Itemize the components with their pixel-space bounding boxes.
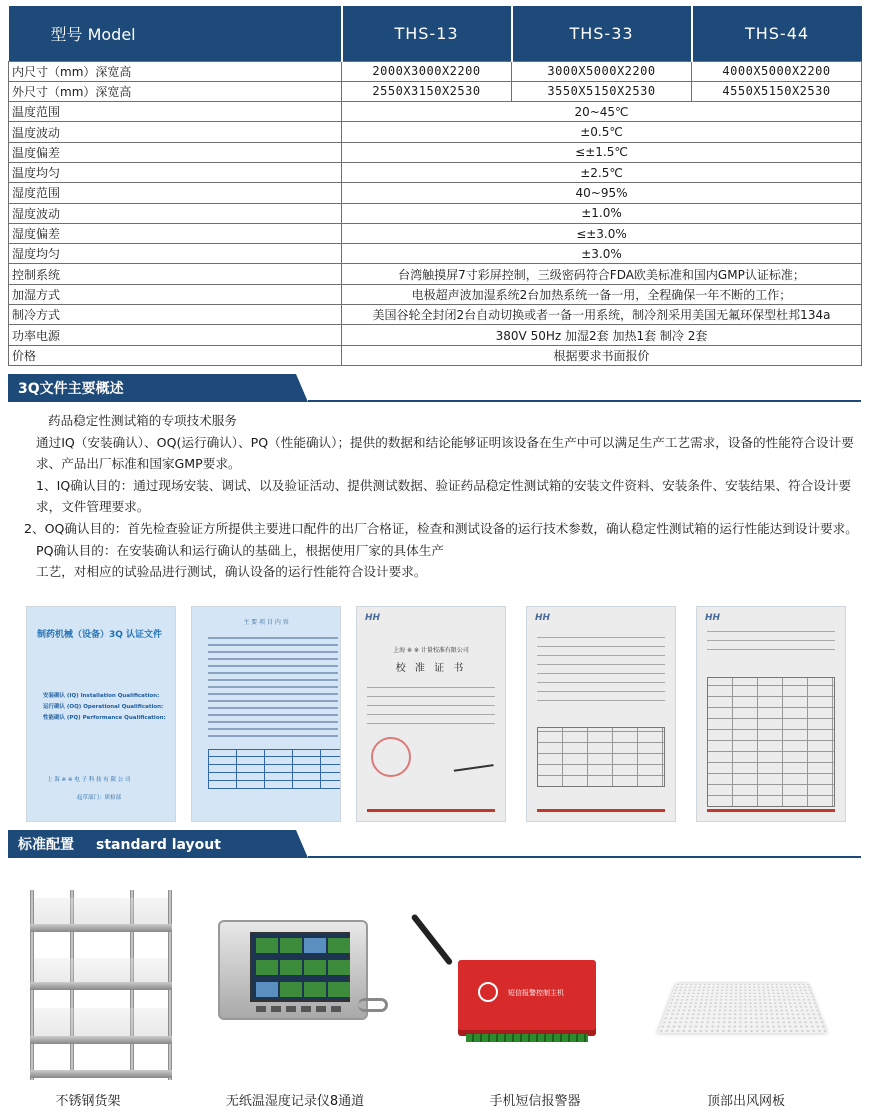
table-row bbox=[9, 244, 862, 264]
row-value: 40~95% bbox=[342, 183, 862, 203]
doc-cover-title: 制药机械（设备）3Q 认证文件 bbox=[37, 630, 163, 640]
row-value: 380V 50Hz 加湿2套 加热1套 制冷 2套 bbox=[342, 325, 862, 345]
spec-header-row bbox=[9, 6, 862, 61]
row-label: 温度波动 bbox=[9, 122, 342, 142]
row-value: 美国谷轮全封闭2台自动切换或者一备一用系统，制冷剂采用美国无氟环保型杜邦134a bbox=[342, 305, 862, 325]
table-row bbox=[9, 325, 862, 345]
antenna-icon bbox=[410, 913, 453, 966]
doc-cover-company: 上 海 ※ ※ 电 子 科 技 有 限 公 司 bbox=[47, 777, 131, 783]
doc-toc-title: 主 要 项 目 内 容 bbox=[243, 619, 289, 626]
cert-title: 校 准 证 书 bbox=[395, 663, 467, 674]
table-row bbox=[9, 305, 862, 325]
row-value: ±3.0% bbox=[342, 244, 862, 264]
table-row bbox=[9, 264, 862, 284]
paragraph: 1、IQ确认目的：通过现场安装、调试、以及验证活动、提供测试数据、验证药品稳定性测试箱的安装文件资料、安装条件、安装结果、符合设计要求，文件管理要求。 bbox=[36, 477, 852, 515]
doc-toc-image bbox=[191, 606, 341, 822]
paragraph: 2、OQ确认目的：首先检查验证方所提供主要进口配件的出厂合格证，检查和测试设备的运行技术参数，确认稳定性测试箱的运行性能达到设计要求。 bbox=[24, 520, 858, 536]
row-label: 温度均匀 bbox=[9, 162, 342, 182]
row-value: 根据要求书面报价 bbox=[342, 345, 862, 365]
row-label: 湿度偏差 bbox=[9, 223, 342, 243]
paragraph: 工艺，对相应的试验品进行测试，确认设备的运行性能符合设计要求。 bbox=[36, 564, 427, 580]
table-row bbox=[9, 61, 862, 81]
row-label: 湿度范围 bbox=[9, 183, 342, 203]
row-label: 湿度波动 bbox=[9, 203, 342, 223]
model-header-ths44: THS-44 bbox=[692, 6, 862, 61]
hh-logo: HH bbox=[705, 613, 721, 623]
paragraph: 通过IQ（安装确认）、OQ(运行确认）、PQ（性能确认）；提供的数据和结论能够证明该设备在生产中可以满足生产工艺需求，设备的性能符合设计要求、产品出厂标准和国家GMP要求。 bbox=[36, 434, 854, 472]
row-value: 4000X5000X2200 bbox=[692, 61, 862, 81]
hh-logo: HH bbox=[365, 613, 381, 623]
sms-alarm-image bbox=[458, 960, 596, 1030]
vent-panel-image bbox=[658, 983, 827, 1033]
table-row bbox=[9, 345, 862, 365]
doc-cover-image bbox=[26, 606, 176, 822]
cert-company: 上海 ※ ※ 计量校准有限公司 bbox=[393, 647, 469, 654]
doc-data-image bbox=[696, 606, 846, 822]
row-label: 温度范围 bbox=[9, 102, 342, 122]
row-label: 内尺寸（mm）深宽高 bbox=[9, 61, 342, 81]
section-title-standard: 标准配置 bbox=[18, 837, 74, 853]
row-value: ≤±1.5℃ bbox=[342, 142, 862, 162]
document-thumbnails bbox=[0, 606, 870, 824]
doc-cover-line: 运行确认 (OQ) Operational Qualification: bbox=[43, 704, 164, 710]
stainless-shelf-image bbox=[30, 890, 172, 1080]
row-value: 3000X5000X2200 bbox=[512, 61, 692, 81]
table-row bbox=[9, 81, 862, 101]
section-title-3q: 3Q文件主要概述 bbox=[18, 381, 124, 397]
table-row bbox=[9, 142, 862, 162]
row-value: 3550X5150X2530 bbox=[512, 81, 692, 101]
product-caption: 无纸温湿度记录仪8通道 bbox=[225, 1094, 365, 1109]
model-header-label: 型号 Model bbox=[9, 6, 342, 61]
model-header-ths33: THS-33 bbox=[512, 6, 692, 61]
table-row bbox=[9, 223, 862, 243]
row-value: ≤±3.0% bbox=[342, 223, 862, 243]
row-value: 2550X3150X2530 bbox=[342, 81, 512, 101]
doc-cover-line: 安装确认 (IQ) Installation Qualification: bbox=[43, 693, 160, 699]
paragraph: 药品稳定性测试箱的专项技术服务 bbox=[48, 413, 237, 428]
hh-logo: HH bbox=[535, 613, 551, 623]
row-label: 温度偏差 bbox=[9, 142, 342, 162]
row-value: ±2.5℃ bbox=[342, 162, 862, 182]
doc-cover-dept: 起草部门：质检部 bbox=[77, 795, 122, 801]
row-value: ±1.0% bbox=[342, 203, 862, 223]
row-label: 外尺寸（mm）深宽高 bbox=[9, 81, 342, 101]
row-label: 价格 bbox=[9, 345, 342, 365]
paperless-recorder-image bbox=[218, 920, 368, 1020]
product-caption: 手机短信报警器 bbox=[489, 1094, 581, 1109]
row-value: ±0.5℃ bbox=[342, 122, 862, 142]
row-value: 20~45℃ bbox=[342, 102, 862, 122]
section-3q-text bbox=[10, 410, 862, 583]
model-header-ths13: THS-13 bbox=[342, 6, 512, 61]
alarm-device-label: 短信报警控制主机 bbox=[508, 989, 564, 997]
paragraph: PQ确认目的：在安装确认和运行确认的基础上，根据使用厂家的具体生产 bbox=[36, 542, 444, 558]
table-row bbox=[9, 203, 862, 223]
row-label: 制冷方式 bbox=[9, 305, 342, 325]
table-row bbox=[9, 162, 862, 182]
table-row bbox=[9, 122, 862, 142]
signature-icon bbox=[452, 754, 493, 771]
product-caption: 顶部出风网板 bbox=[706, 1094, 786, 1109]
section-banner-standard bbox=[8, 830, 861, 858]
stamp-icon bbox=[371, 737, 411, 777]
section-banner-3q bbox=[8, 374, 861, 402]
table-row bbox=[9, 102, 862, 122]
table-row bbox=[9, 284, 862, 304]
product-caption: 不锈钢货架 bbox=[55, 1094, 121, 1109]
section-subtitle-standard: standard layout bbox=[96, 837, 221, 853]
row-value: 2000X3000X2200 bbox=[342, 61, 512, 81]
spec-table bbox=[8, 6, 862, 366]
row-label: 功率电源 bbox=[9, 325, 342, 345]
table-row bbox=[9, 183, 862, 203]
standard-products bbox=[0, 880, 870, 1119]
row-label: 加湿方式 bbox=[9, 284, 342, 304]
row-value: 电极超声波加湿系统2台加热系统一备一用，全程确保一年不断的工作； bbox=[342, 284, 862, 304]
row-label: 控制系统 bbox=[9, 264, 342, 284]
row-label: 湿度均匀 bbox=[9, 244, 342, 264]
doc-report-image bbox=[526, 606, 676, 822]
row-value: 台湾触摸屏7寸彩屏控制，三级密码符合FDA欧美标准和国内GMP认证标准； bbox=[342, 264, 862, 284]
doc-certificate-image bbox=[356, 606, 506, 822]
row-value: 4550X5150X2530 bbox=[692, 81, 862, 101]
doc-cover-line: 性能确认 (PQ) Performance Qualification: bbox=[43, 715, 166, 721]
